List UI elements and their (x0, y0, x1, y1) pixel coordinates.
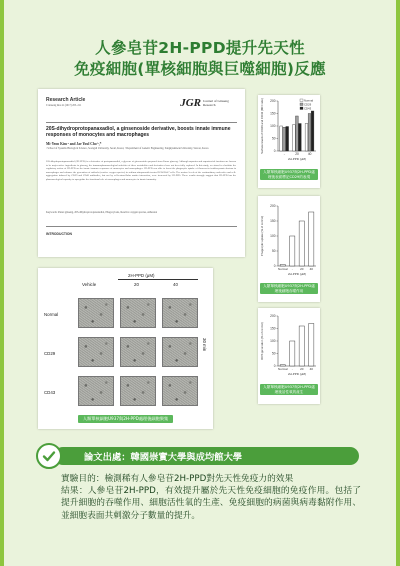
bar (290, 341, 295, 366)
legend-swatch (300, 99, 303, 102)
y-tick-label: 150 (270, 219, 276, 224)
bar (280, 365, 285, 366)
y-tick-label: 200 (270, 99, 276, 104)
bar-normal (292, 125, 295, 151)
paper-affiliations: ᵃ School of Systems Biological Science, Soongsil University, Seoul, Korea; ᵇ Department of Genetic Engineering, Sungkyunkwan University, Suwon, Korea (46, 147, 209, 150)
intro-heading: INTRODUCTION (46, 232, 72, 236)
chart-ros (258, 308, 320, 380)
micrograph (162, 337, 198, 367)
bar-normal (280, 126, 283, 151)
row-label-cd29: CD29 (44, 351, 56, 356)
paper-keywords: Keywords: Panax ginseng, 20S-dihydroprotopanaxadiol, Phagocytosis, Reactive oxygen species, Adhesion (46, 211, 158, 214)
micrograph (120, 298, 156, 328)
y-tick-label: 200 (270, 204, 276, 209)
chart-caption: 人類單核細胞U937與2H-PPD處理後活性氧的產生 (260, 384, 318, 395)
legend-swatch (300, 103, 303, 106)
bar (299, 326, 304, 366)
micrograph (78, 298, 114, 328)
description (61, 473, 361, 522)
x-tick-label: - (291, 267, 293, 271)
x-tick-label: Normal (277, 367, 288, 371)
legend-swatch (300, 107, 303, 110)
paper-excerpt (38, 89, 245, 257)
chart-card-phagocytosis (258, 196, 320, 302)
y-tick-label: 0 (273, 149, 276, 154)
x-tick-label: 20 (300, 267, 304, 271)
chart-card-ros (258, 308, 320, 404)
check-circle-icon (36, 443, 62, 469)
y-tick-label: 150 (270, 111, 276, 116)
bar-cd43 (286, 127, 289, 152)
paper-authors: Mi-Yeon Kim ᵃ and Jae Youl Cho ᵇ,* (46, 142, 102, 146)
y-tick-label: 50 (271, 249, 276, 254)
check-icon (42, 449, 56, 463)
bar (299, 221, 304, 266)
col-label-20: 20 (134, 282, 139, 287)
bar-cd29 (283, 127, 286, 151)
source-bar (54, 447, 359, 465)
col-label-vehicle: Vehicle (82, 282, 97, 287)
y-tick-label: 50 (271, 351, 276, 356)
col-label-40: 40 (173, 282, 178, 287)
figure-caption: 人類單核細胞U937與2H-PPD處理後細胞聚集 (78, 415, 173, 423)
bar-normal (305, 124, 308, 152)
title-line-1: 人參皂苷2H-PPD提升先天性 (95, 39, 305, 57)
y-tick-label: 150 (270, 326, 276, 331)
y-tick-label: 50 (271, 136, 276, 141)
time-label: 30 min (202, 338, 207, 352)
x-tick-label: - (291, 367, 293, 371)
y-tick-label: 100 (270, 234, 276, 239)
bar (309, 324, 314, 367)
chart-card-surface-markers (258, 95, 320, 188)
x-tick-label: 40 (309, 367, 313, 371)
page-title (14, 38, 386, 80)
y-axis-label: ROS generation (% of control) (260, 322, 264, 360)
bar (290, 236, 295, 266)
bar (280, 265, 285, 267)
bar-cd43 (311, 111, 314, 151)
x-axis-label: 2H-PPD (μM) (287, 272, 307, 276)
left-accent-bar (0, 0, 4, 566)
y-tick-label: 100 (270, 124, 276, 129)
chart-caption: 人類單核細胞U937與2H-PPD處理後表面標記CD29的表現 (260, 169, 318, 180)
source-label: 論文出處：韓國崇實大學與成均館大學 (84, 452, 243, 463)
x-tick-label: 40 (309, 267, 313, 271)
x-tick-label: 40 (307, 152, 312, 156)
legend-label: CD29 (304, 102, 312, 107)
y-tick-label: 100 (270, 339, 276, 344)
y-tick-label: 0 (273, 264, 276, 269)
x-axis-label: 2H-PPD (μM) (287, 372, 307, 376)
micrograph (120, 337, 156, 367)
article-type: Research Article (46, 97, 86, 103)
legend-label: CD43 (304, 106, 312, 111)
group-label: 2H-PPD (μM) (128, 273, 155, 278)
description-purpose: 實驗目的：檢測稀有人參皂苷2H-PPD對先天性免疫力的效果 (61, 474, 294, 484)
micrograph (162, 298, 198, 328)
chart-phagocytosis (258, 196, 320, 280)
x-tick-label: - (283, 152, 285, 156)
chart-surface-markers (258, 95, 320, 165)
y-tick-label: 200 (270, 314, 276, 319)
x-tick-label: 20 (295, 152, 299, 156)
group-line (118, 279, 198, 280)
legend-label: Normal (304, 98, 314, 103)
micrograph (78, 337, 114, 367)
bar-cd29 (308, 114, 311, 152)
divider (46, 226, 237, 227)
paper-abstract: 20S-dihydroprotopanaxadiol (2H-PPD) is a derivative of protopanaxadiol, a glycone of ginsenosides prepared from Panax ginseng. Although saponins and saponin-rich fractions are known to be major active ingredients in ginseng, the immunopharmacological activities of these metabolites and derivatives have not been fully explored. In this study, we aimed to elucidate the regulatory action of 2H-PPD on the innate immune responses of monocytes and macrophages. 2H-PPD was able to boost the phagocytic uptake of fluorescein isothiocyanate-dextran in macrophages and enhance the generation of radicals (reactive oxygen species) in sodium nitroprusside-treated RAW264.7 cells. The surface levels of the costimulatory molecules and cell-aggregation induced by CD29 and CD43 antibodies, but not by cell-extracellular matrix interaction, were increased by 2H-PPD. These results strongly suggest that 2H-PPD has the pharmacological capacity to upregulate the functional role of macrophages and monocytes in innate immunity. (46, 160, 236, 181)
y-tick-label: 0 (273, 364, 276, 369)
chart-caption: 人類單核細胞U937與2H-PPD處理後細胞吞噬作用 (260, 283, 318, 294)
journal-name: Journal of Ginseng Research (203, 99, 229, 107)
microscopy-figure (38, 268, 213, 429)
micrograph (120, 376, 156, 406)
bar (309, 212, 314, 266)
x-tick-label: 20 (300, 367, 304, 371)
journal-logo (180, 97, 233, 109)
bar-cd29 (295, 116, 298, 151)
paper-title: 20S-dihydroprotopanaxadiol, a ginsenoside derivative, boosts innate immune responses of monocytes and macrophages (46, 126, 231, 139)
x-axis-label: 2H-PPD (μM) (287, 157, 307, 161)
row-label-normal: Normal (44, 312, 59, 317)
citation: J Ginseng Res 41 (2017) 205–211 (46, 104, 82, 107)
title-line-2: 免疫細胞(單核細胞與巨噬細胞)反應 (74, 60, 326, 78)
description-result: 結果：人參皂苷2H-PPD，有效提升屬於先天性免疫細胞的免疫作用。包括了提升細胞的吞噬作用、細胞活性氧的生產、免疫細胞的病菌與病毒黏附作用、並細胞表面共刺激分子數量的提升。 (61, 486, 361, 521)
x-tick-label: Normal (277, 267, 288, 271)
divider (46, 122, 237, 123)
row-label-cd43: CD43 (44, 390, 56, 395)
y-axis-label: Surface levels of CD29 and CD43 (MFI ratio) (260, 98, 264, 154)
micrograph (162, 376, 198, 406)
micrograph (78, 376, 114, 406)
right-accent-bar (396, 0, 400, 566)
y-axis-label: Phagocytic uptake (% of control) (260, 215, 264, 257)
journal-logo-text: JGR (180, 97, 201, 109)
bar-cd43 (299, 124, 302, 152)
